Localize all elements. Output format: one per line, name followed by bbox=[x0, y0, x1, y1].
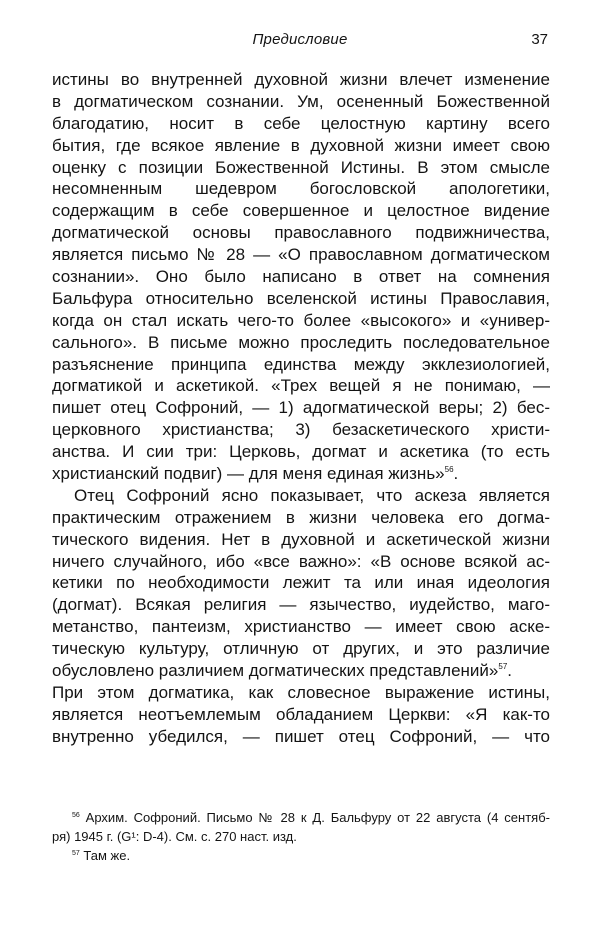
running-title: Предисловие bbox=[252, 31, 348, 48]
text-line: церковного христианства; 3) безаскетического христи- bbox=[52, 420, 550, 440]
footnote bbox=[52, 808, 550, 846]
line-text: христианский подвиг) — для меня единая жизнь» bbox=[52, 464, 445, 484]
text-line: христианский подвиг) — для меня единая жизнь»$^{56}$. bbox=[52, 464, 459, 484]
text-line: (догмат). Всякая религия — язычество, иудейство, маго- bbox=[52, 595, 550, 615]
line-text: обусловлено различием догматических представлений» bbox=[52, 661, 499, 681]
text-line: сального». В письме можно проследить последовательное bbox=[52, 332, 550, 352]
footnote-line bbox=[52, 846, 550, 865]
text-line: обусловлено различием догматических представлений»$^{57}$. bbox=[52, 661, 513, 681]
paragraph bbox=[52, 69, 550, 485]
footnotes bbox=[52, 808, 550, 865]
text-line: является письмо № 28 — «О православном догматическом bbox=[52, 245, 550, 265]
text-line: содержащим в себе совершенное и целостное видение bbox=[52, 201, 550, 221]
text-line: когда он стал искать чего-то более «высокого» и «универ- bbox=[52, 310, 550, 330]
footnote-line bbox=[52, 808, 550, 827]
text-line: При этом догматика, как словесное выражение истины, bbox=[52, 682, 550, 702]
body-text bbox=[52, 69, 550, 748]
text-line: внутренно убедился, — пишет отец Софроний, — что bbox=[52, 726, 550, 746]
page-number: 37 bbox=[531, 31, 548, 48]
footnote-ref[interactable]: 57 bbox=[498, 662, 508, 672]
text-line: догматикой и аскетикой. «Трех вещей я не понимаю, — bbox=[52, 376, 550, 396]
text-line: кетики по необходимости лежит та или иная идеология bbox=[52, 573, 550, 593]
footnote-line: ря) 1945 г. (G¹: D-4). См. с. 270 наст. изд. bbox=[52, 829, 297, 844]
text-line: бытия, где всякое явление в духовной жизни имеет свою bbox=[52, 135, 550, 155]
page-header bbox=[0, 31, 600, 51]
footnote-ref[interactable]: 56 bbox=[444, 465, 454, 475]
text-line: несомненным шедевром богословской апологетики, bbox=[52, 179, 550, 199]
text-line: оценку с позиции Божественной Истины. В этом смысле bbox=[52, 157, 550, 177]
text-line: тическую культуру, отличную от других, и это различие bbox=[52, 639, 550, 659]
footnote-number: 57 bbox=[72, 850, 80, 857]
text-line: догматической основы православного подвижничества, bbox=[52, 223, 550, 243]
text-line: разъяснение принципа единства между экклезиологией, bbox=[52, 354, 550, 374]
text-line: Бальфура относительно вселенской истины Православия, bbox=[52, 288, 550, 308]
text-line: метанство, пантеизм, христианство — имеет свою аске- bbox=[52, 617, 550, 637]
text-line: сознании». Оно было написано в ответ на сомнения bbox=[52, 267, 550, 287]
text-line: ничего случайного, ибо «все важно»: «В основе всякой ас- bbox=[52, 551, 550, 571]
text-line: пишет отец Софроний, — 1) адогматической веры; 2) бес- bbox=[52, 398, 550, 418]
footnote-number: 56 bbox=[72, 812, 80, 819]
footnote-text: Архим. Софроний. Письмо № 28 к Д. Бальфуру от 22 августа (4 сентяб- bbox=[85, 810, 550, 825]
text-line: истины во внутренней духовной жизни влечет изменение bbox=[52, 70, 550, 89]
text-line: Отец Софроний ясно показывает, что аскеза является bbox=[74, 485, 550, 505]
text-line: тического видения. Нет в духовной и аскетической жизни bbox=[52, 529, 550, 549]
footnote-text: Там же. bbox=[83, 848, 131, 863]
text-line: практическим отражением в жизни человека его догма- bbox=[52, 507, 550, 527]
text-line: является неотъемлемым обладанием Церкви: «Я как-то bbox=[52, 704, 550, 724]
text-line: в догматическом сознании. Ум, осененный Божественной bbox=[52, 91, 550, 111]
footnote bbox=[52, 846, 550, 865]
paragraph bbox=[52, 485, 550, 748]
text-line: анства. И сии три: Церковь, догмат и аскетика (то есть bbox=[52, 442, 550, 462]
text-line: благодатию, носит в себе целостную картину всего bbox=[52, 113, 550, 133]
